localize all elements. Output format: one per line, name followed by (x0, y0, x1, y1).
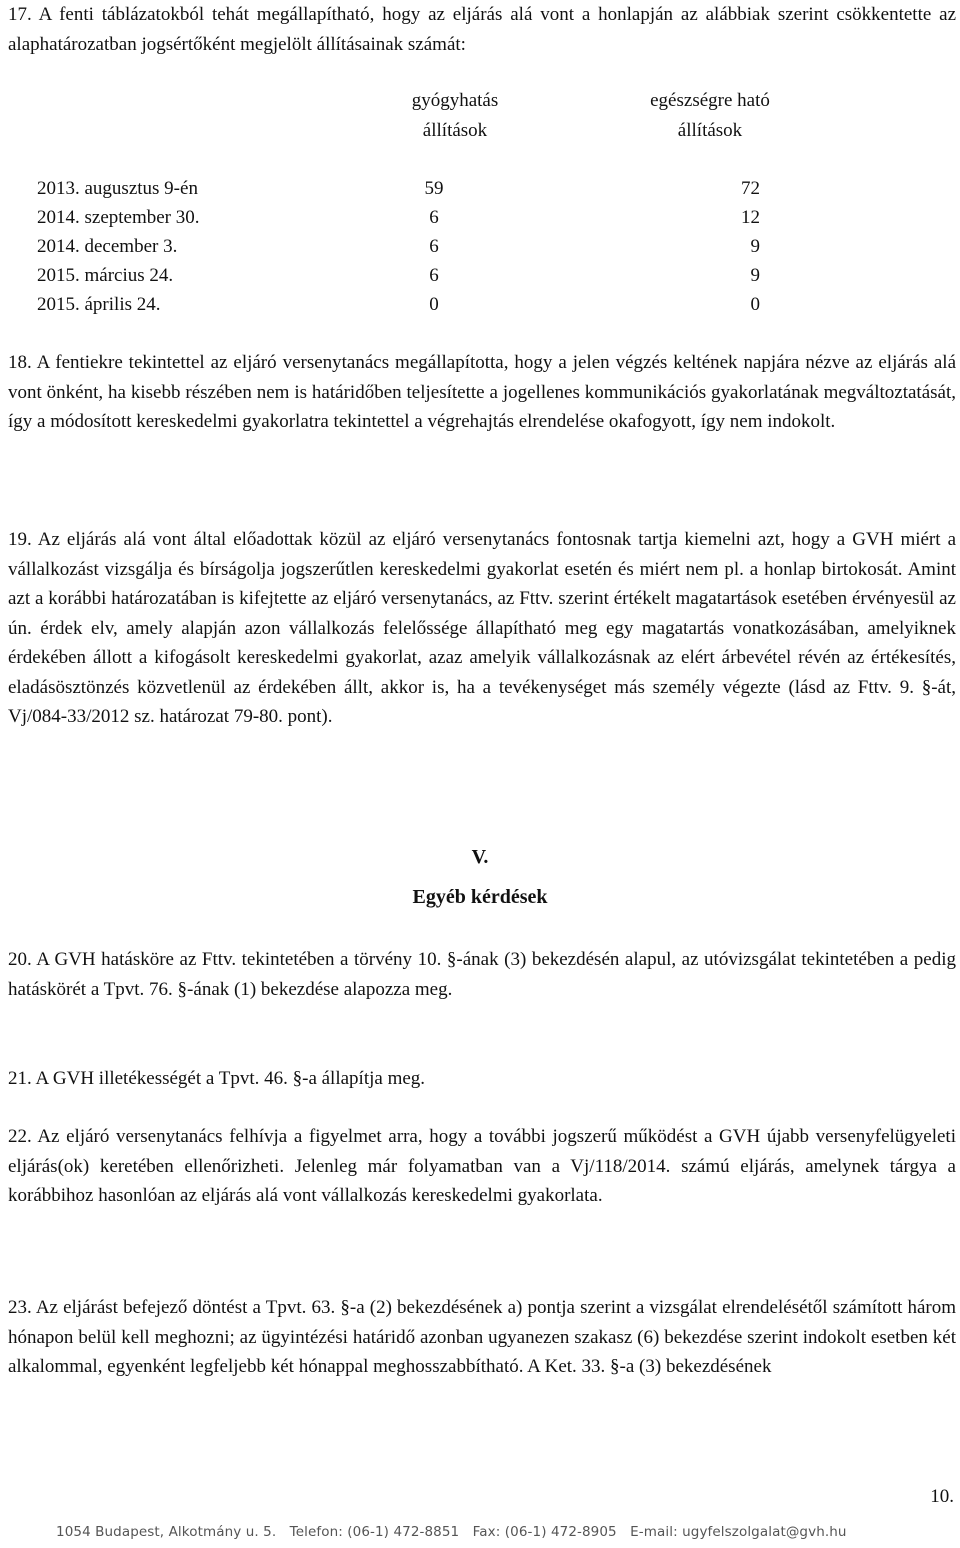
footer-phone: Telefon: (06-1) 472-8851 (289, 1524, 460, 1540)
row-date: 2015. március 24. (37, 265, 174, 286)
paragraph-text: Az eljárást befejező döntést a Tpvt. 63. §-a (2) bekezdésének a) pontja szerint a vizsgálat elrendelésétől számított három hónapon belül kell meghozni; az ügyintézési határidő azonban ugyanezen szakasz (6) bekezdése szerint indokolt esetben két alkalommal, egyenként legfeljebb két hónappal meghosszabbítható. A Ket. 33. §-a (3) bekezdésének (8, 1297, 957, 1377)
paragraph-number: 22. (8, 1126, 32, 1147)
col-header-healing-line2: állítások (422, 119, 488, 141)
section-number: V. (471, 846, 489, 868)
row-date: 2014. szeptember 30. (37, 207, 200, 228)
col-header-health-line2: állítások (677, 119, 743, 141)
page-number: 10. (930, 1486, 954, 1507)
col-header-healing-line1: gyógyhatás (411, 90, 499, 111)
table-row (0, 261, 960, 290)
row-date: 2013. augusztus 9-én (37, 178, 198, 199)
paragraph-number: 18. (8, 352, 32, 373)
paragraph-19 (8, 525, 956, 732)
footer-email: E-mail: ugyfelszolgalat@gvh.hu (630, 1524, 847, 1540)
row-health-value: 9 (750, 236, 760, 257)
row-date: 2015. április 24. (37, 294, 161, 315)
paragraph-number: 23. (8, 1297, 32, 1318)
paragraph-text: A GVH illetékességét a Tpvt. 46. §-a állapítja meg. (35, 1068, 426, 1089)
paragraph-number: 17. (8, 4, 32, 25)
paragraph-17 (8, 0, 956, 59)
table-row (0, 203, 960, 232)
row-healing-value: 6 (429, 265, 439, 286)
paragraph-number: 20. (8, 949, 32, 970)
footer-contact (56, 1524, 856, 1540)
paragraph-21 (8, 1064, 956, 1094)
paragraph-number: 21. (8, 1068, 32, 1089)
col-header-healing (380, 86, 530, 145)
col-header-health (610, 86, 810, 145)
row-health-value: 9 (750, 265, 760, 286)
footer-address: 1054 Budapest, Alkotmány u. 5. (56, 1524, 277, 1540)
paragraph-text: A fenti táblázatokból tehát megállapítható, hogy az eljárás alá vont a honlapján az alábbiak szerint csökkentette az alaphatározatban jogsértőként megjelölt állításainak számát: (8, 4, 957, 55)
col-header-health-line1: egészségre ható (650, 90, 770, 111)
row-healing-value: 59 (424, 178, 444, 199)
row-healing-value: 0 (429, 294, 439, 315)
row-healing-value: 6 (429, 236, 439, 257)
paragraph-20 (8, 945, 956, 1004)
paragraph-18 (8, 348, 956, 437)
row-healing-value: 6 (429, 207, 439, 228)
row-health-value: 12 (741, 207, 760, 228)
row-health-value: 72 (741, 178, 760, 199)
paragraph-text: Az eljáró versenytanács felhívja a figyelmet arra, hogy a további jogszerű működést a GVH újabb versenyfelügyeleti eljárás(ok) keretében ellenőrizheti. Jelenleg már folyamatban van a Vj/118/2014. számú eljárás, amelynek tárgya a korábbihoz hasonlóan az eljárás alá vont vállalkozás kereskedelmi gyakorlata. (8, 1126, 956, 1206)
table-row (0, 174, 960, 203)
paragraph-text: Az eljárás alá vont által előadottak közül az eljáró versenytanács fontosnak tartja kiemelni azt, hogy a GVH miért a vállalkozást vizsgálja és bírságolja jogszerűtlen kereskedelmi gyakorlat esetén és miért nem pl. a honlap birtokosát. Amint azt a korábbi határozatában is kifejtette az eljáró versenytanács, az Fttv. szerint értékelt magatartások esetében érvényesül az ún. érdek elv, amely alapján azon vállalkozás felelőssége állapítható meg egy magatartás vonatkozásában, amelyiknek érdekében állott a kifogásolt kereskedelmi gyakorlat, azaz amelyik vállalkozásnak az elért árbevétel révén az értékesítés, eladásösztönzés közvetlenül az érdekében állt, akkor is, ha a tevékenységet más személy végezte (lásd az Fttv. 9. §-át, Vj/084-33/2012 sz. határozat 79-80. pont). (8, 529, 956, 727)
row-health-value: 0 (750, 294, 760, 315)
footer-fax: Fax: (06-1) 472-8905 (472, 1524, 617, 1540)
paragraph-text: A fentiekre tekintettel az eljáró versenytanács megállapította, hogy a jelen végzés keltének napjára nézve az eljárás alá vont önként, ha kisebb részében nem is határidőben teljesítette a jogellenes kommunikációs gyakorlatának megváltoztatását, így a módosított kereskedelmi gyakorlatra tekintettel a végrehajtás elrendelése okafogyott, így nem indokolt. (8, 352, 957, 432)
table-row (0, 290, 960, 319)
paragraph-22 (8, 1122, 956, 1211)
row-date: 2014. december 3. (37, 236, 178, 257)
table-row (0, 232, 960, 261)
section-title: Egyéb kérdések (412, 886, 548, 908)
paragraph-text: A GVH hatásköre az Fttv. tekintetében a törvény 10. §-ának (3) bekezdésén alapul, az utóvizsgálat tekintetében a pedig hatáskörét a Tpvt. 76. §-ának (1) bekezdése alapozza meg. (8, 949, 956, 1000)
paragraph-23 (8, 1293, 956, 1382)
paragraph-number: 19. (8, 529, 32, 550)
